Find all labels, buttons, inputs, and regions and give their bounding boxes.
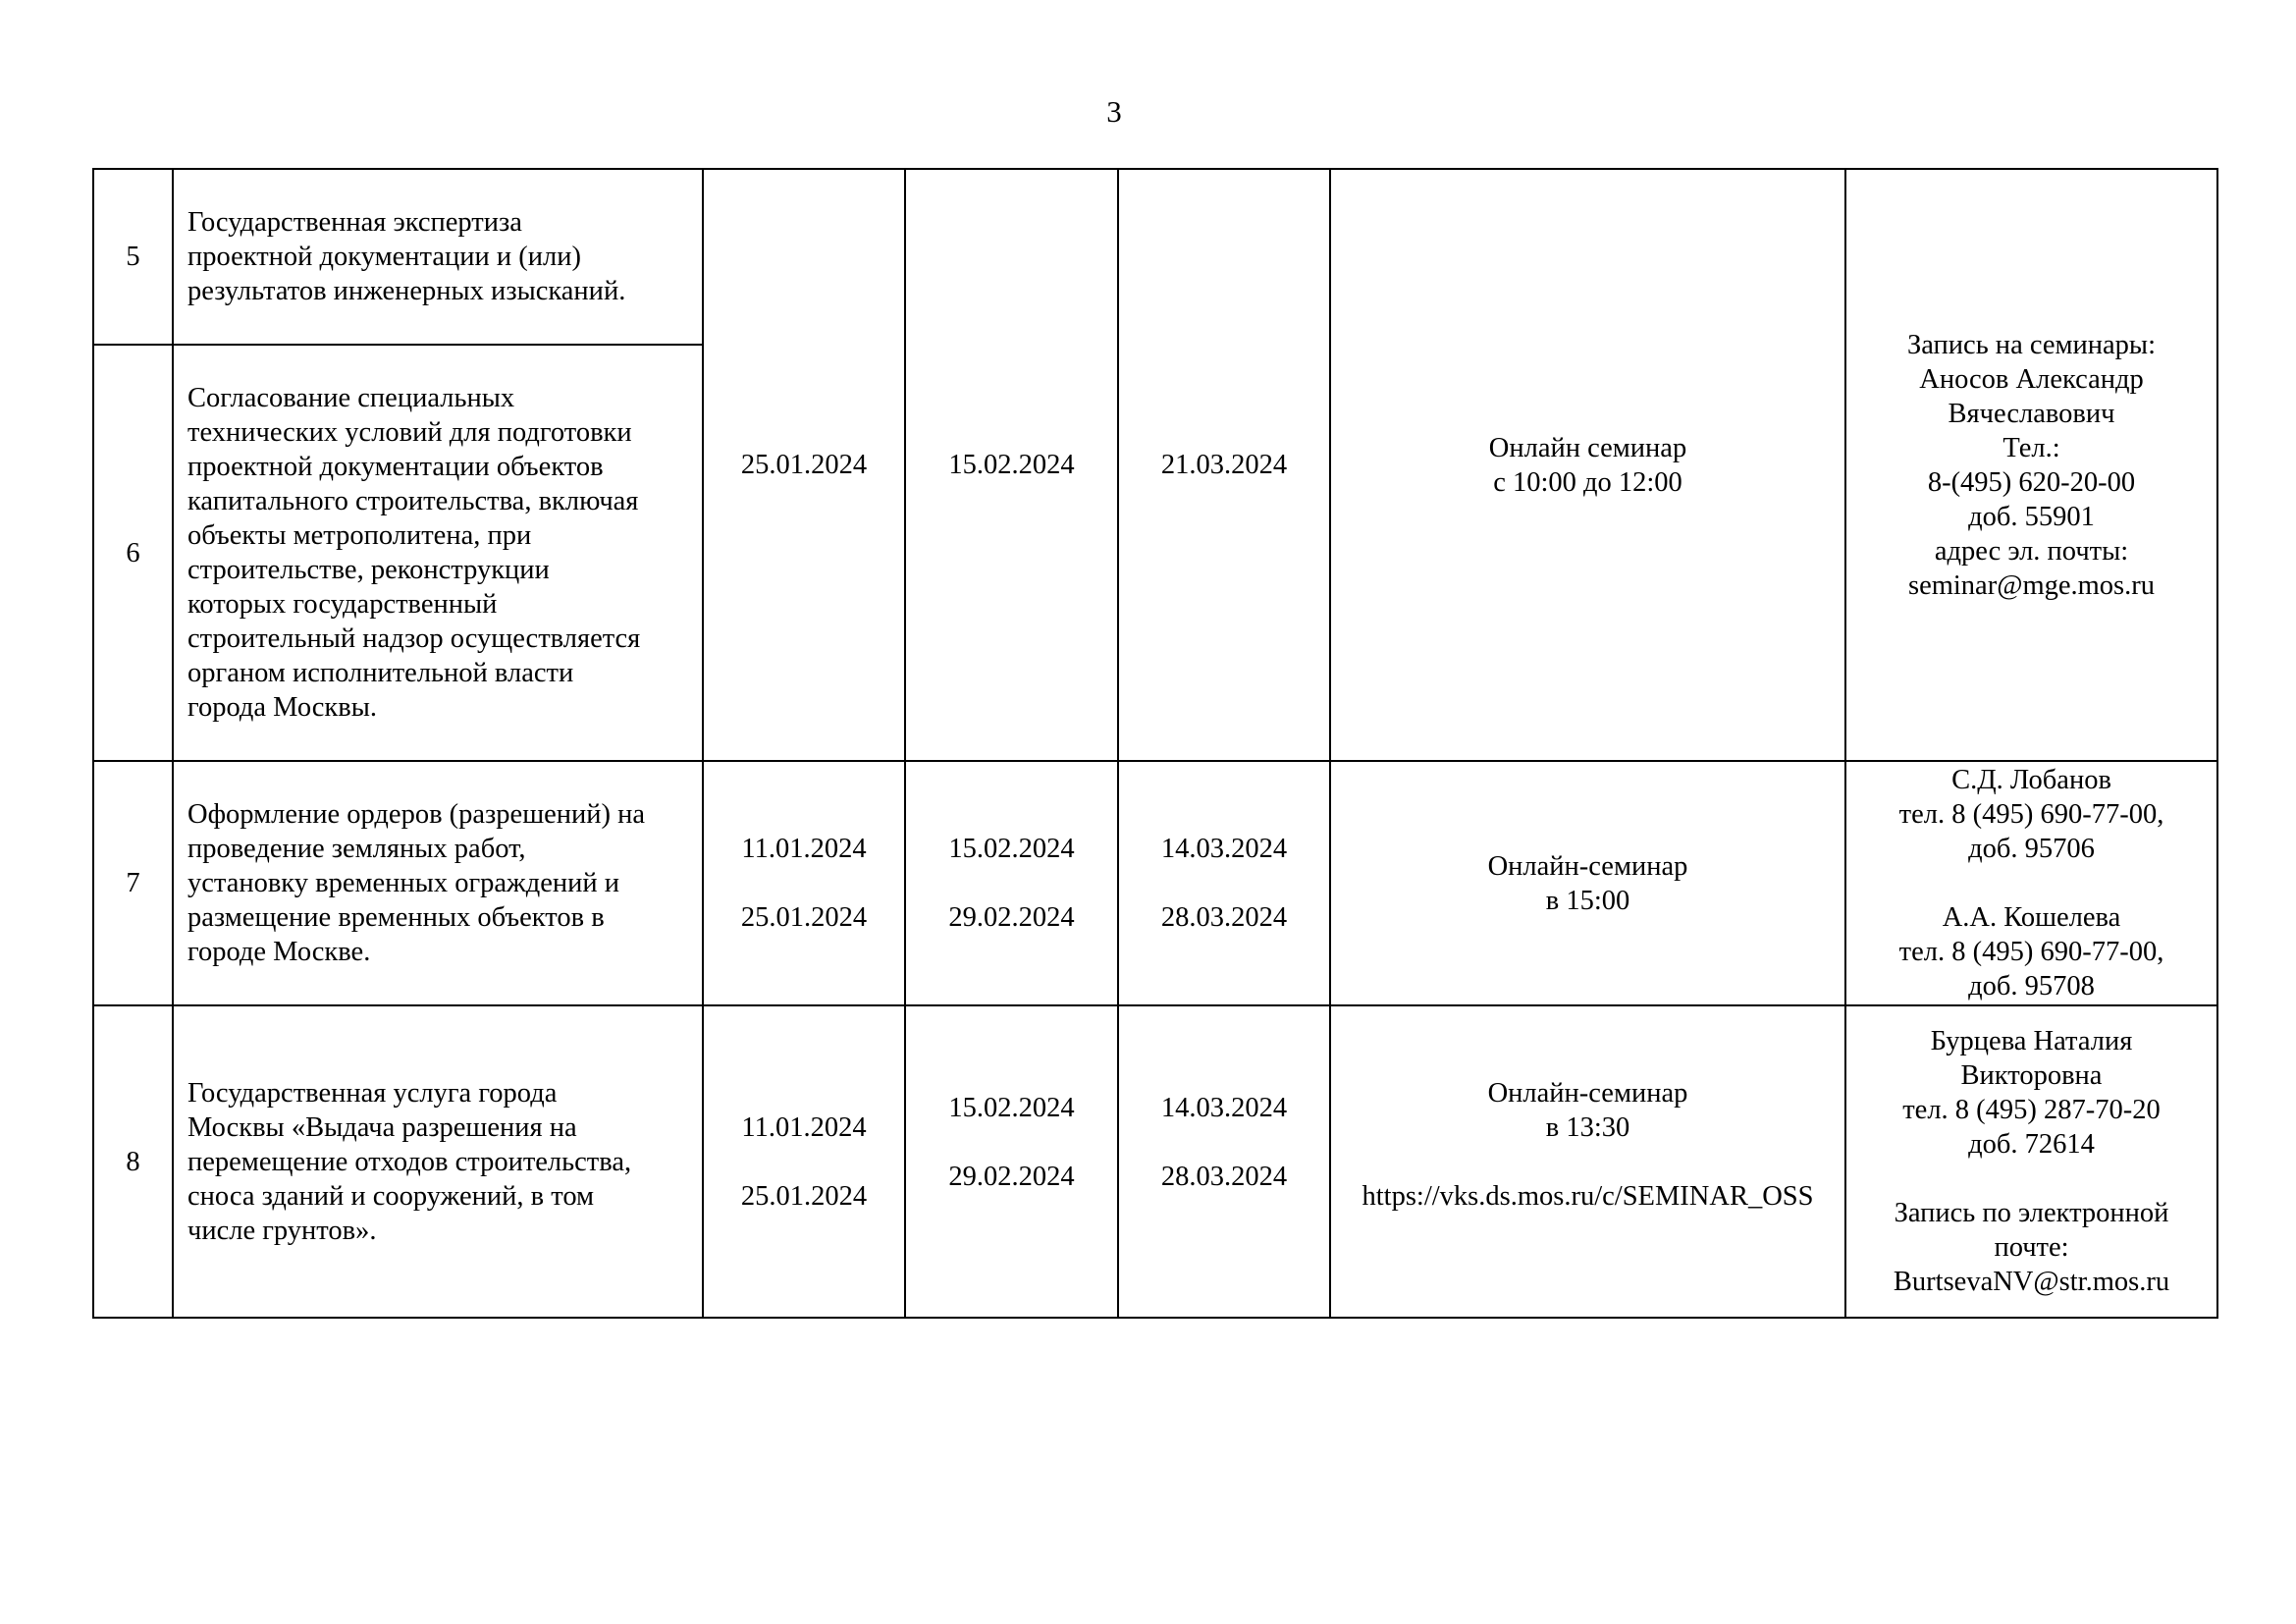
service-name-line: числе грунтов». [187,1215,377,1246]
seminar-date: 14.03.2024 [1160,1092,1288,1123]
service-name-line: объекты метрополитена, при [187,520,532,551]
seminar-dates-january [703,761,905,1005]
page-number: 3 [1106,94,1122,129]
contact-name: С.Д. Лобанов [1951,765,2111,795]
service-name-line: Согласование специальных [187,383,515,413]
contact-line: доб. 95706 [1968,834,2095,864]
row-number: 8 [93,1005,173,1318]
service-name-line: установку временных ограждений и [187,868,620,898]
seminar-date: 29.02.2024 [948,1161,1075,1192]
table-row [93,169,2217,345]
seminar-format [1330,761,1845,1005]
row-number: 5 [93,169,173,345]
seminar-date-january: 25.01.2024 [703,169,905,761]
service-name [173,761,703,1005]
seminar-link[interactable]: https://vks.ds.mos.ru/c/SEMINAR_OSS [1362,1180,1814,1212]
contact-phone: тел. 8 (495) 690-77-00, [1898,799,2164,830]
service-name-line: капитального строительства, включая [187,486,639,516]
contact-email: seminar@mge.mos.ru [1907,569,2156,601]
service-name-line: городе Москве. [187,937,371,967]
service-name [173,1005,703,1318]
contact-phone: 8-(495) 620-20-00 [1927,466,2136,498]
seminar-date: 28.03.2024 [1160,1161,1288,1192]
service-name-line: результатов инженерных изысканий. [187,276,626,306]
contact-name: А.А. Кошелева [1942,902,2121,933]
seminar-date: 29.02.2024 [948,902,1075,933]
service-name-line: Государственная услуга города [187,1077,558,1109]
contact-name: Бурцева Наталия [1930,1026,2133,1056]
row-number: 7 [93,761,173,1005]
seminar-date: 11.01.2024 [741,1111,867,1143]
seminar-time-line: в 15:00 [1545,885,1630,916]
seminar-date: 25.01.2024 [740,1180,868,1212]
service-name-line: Москвы «Выдача разрешения на [187,1111,577,1143]
seminar-date-march: 21.03.2024 [1118,169,1330,761]
service-name-line: проектной документации объектов [187,452,604,482]
contact-line: адрес эл. почты: [1934,535,2129,567]
contact-line: почте: [1994,1232,2069,1263]
seminar-dates-february [905,761,1118,1005]
contact-info [1845,169,2217,761]
table-row [93,1005,2217,1318]
seminar-dates-january [703,1005,905,1318]
service-name-line: проведение земляных работ, [187,834,526,864]
service-name-line: органом исполнительной власти [187,658,574,688]
contact-line: Тел.: [2002,432,2060,463]
seminar-date: 15.02.2024 [948,1092,1075,1123]
table-row [93,761,2217,1005]
seminar-date: 28.03.2024 [1160,902,1288,933]
seminar-format-line: Онлайн-семинар [1487,850,1688,882]
seminar-format [1330,1005,1845,1318]
seminar-time-line: в 13:30 [1545,1111,1630,1143]
seminar-schedule-table [92,168,2218,1319]
contact-info [1845,761,2217,1005]
row-number: 6 [93,345,173,761]
contact-line: доб. 95708 [1968,971,2095,1001]
service-name-line: города Москвы. [187,692,378,723]
contact-phone: тел. 8 (495) 287-70-20 [1902,1095,2161,1125]
service-name-line: сноса зданий и сооружений, в том [187,1180,595,1212]
seminar-format-line: Онлайн семинар [1488,432,1687,463]
seminar-date: 11.01.2024 [741,834,867,864]
seminar-dates-february [905,1005,1118,1318]
service-name-line: перемещение отходов строительства, [187,1146,632,1177]
contact-line: Запись по электронной [1894,1198,2169,1228]
seminar-date: 15.02.2024 [948,834,1075,864]
contact-line: Аносов Александр [1919,363,2144,395]
service-name-line: размещение временных объектов в [187,902,605,933]
seminar-date: 14.03.2024 [1160,834,1288,864]
contact-info [1845,1005,2217,1318]
service-name-line: строительный надзор осуществляется [187,623,641,654]
service-name [173,169,703,345]
contact-email: BurtsevaNV@str.mos.ru [1893,1267,2170,1297]
service-name [173,345,703,761]
contact-line: доб. 55901 [1968,501,2095,532]
service-name-line: технических условий для подготовки [187,417,632,448]
seminar-dates-march [1118,761,1330,1005]
seminar-date: 25.01.2024 [740,902,868,933]
service-name-line: которых государственный [187,589,498,620]
seminar-format [1330,169,1845,761]
contact-phone: тел. 8 (495) 690-77-00, [1898,937,2164,967]
service-name-line: Оформление ордеров (разрешений) на [187,799,646,830]
contact-line: доб. 72614 [1968,1129,2095,1160]
seminar-dates-march [1118,1005,1330,1318]
contact-name: Викторовна [1960,1060,2103,1091]
contact-line: Запись на семинары: [1906,329,2156,360]
service-name-line: строительстве, реконструкции [187,555,550,585]
seminar-time-line: с 10:00 до 12:00 [1493,466,1682,498]
seminar-format-line: Онлайн-семинар [1487,1077,1688,1109]
contact-line: Вячеславович [1948,398,2115,429]
seminar-date-february: 15.02.2024 [905,169,1118,761]
service-name-line: проектной документации и (или) [187,242,581,272]
service-name-line: Государственная экспертиза [187,207,522,238]
